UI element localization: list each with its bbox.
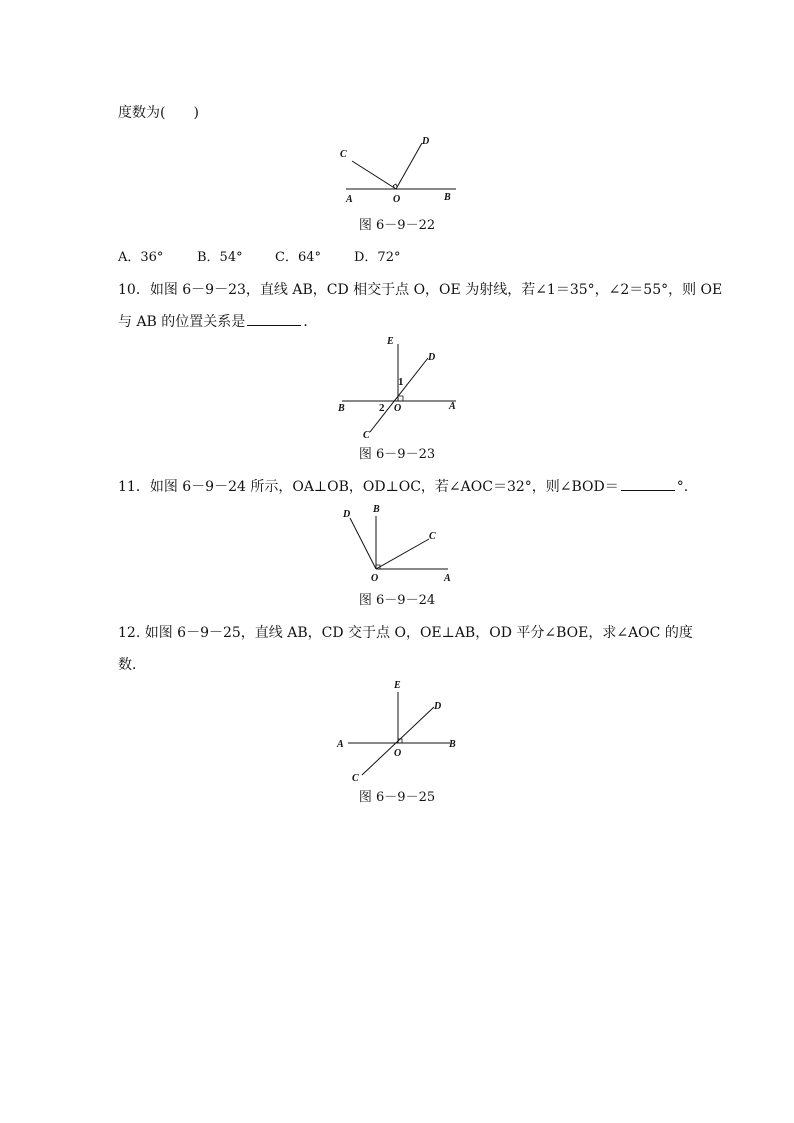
q12-line1: 12. 如图 6－9－25，直线 AB，CD 交于点 O，OE⊥AB，OD 平分∠BOE，求∠AOC 的度 (118, 625, 693, 641)
q11-text: 11．如图 6－9－24 所示，OA⊥OB，OD⊥OC，若∠AOC＝32°，则∠BOD＝ (118, 479, 619, 495)
q11-line (118, 478, 688, 496)
label-A: A (346, 194, 353, 205)
q10-line2-suffix: ． (303, 314, 318, 330)
q9-option-c: C．64° (275, 250, 321, 265)
label-D: D (428, 352, 436, 363)
q10-line1: 10．如图 6－9－23，直线 AB，CD 相交于点 O，OE 为射线，若∠1＝35°，∠2＝55°，则 OE (118, 282, 723, 298)
label-O: O (394, 403, 402, 414)
label-B: B (338, 403, 345, 414)
q11-answer-blank[interactable] (621, 478, 675, 491)
label-B: B (373, 504, 380, 515)
figure-6-9-24 (330, 498, 470, 592)
label-B: B (449, 739, 456, 750)
q12-line2: 数． (118, 657, 146, 673)
figure-6-9-23 (330, 330, 470, 449)
label-B: B (444, 192, 451, 203)
angle-2-label: 2 (379, 402, 385, 414)
angle-1-label: 1 (398, 376, 404, 388)
figure-6-9-25-diagram (330, 676, 470, 786)
caption-6-9-22: 图 6－9－22 (358, 218, 436, 233)
q10-line2 (118, 313, 317, 331)
label-E: E (394, 680, 401, 691)
label-A: A (337, 739, 344, 750)
label-D: D (422, 136, 430, 147)
caption-6-9-23: 图 6－9－23 (358, 447, 436, 462)
figure-6-9-23-diagram (330, 330, 470, 445)
label-C: C (340, 149, 347, 160)
label-C: C (363, 430, 370, 441)
q9-option-d: D．72° (354, 250, 401, 265)
caption-6-9-24: 图 6－9－24 (358, 593, 436, 608)
q10-answer-blank[interactable] (247, 313, 301, 326)
label-O: O (371, 573, 379, 584)
caption-6-9-25: 图 6－9－25 (358, 790, 436, 805)
label-A: A (449, 401, 456, 412)
q9-text-tail: 度数为( ) (118, 105, 199, 121)
q10-line2-prefix: 与 AB 的位置关系是 (118, 314, 246, 330)
label-O: O (394, 748, 402, 759)
label-A: A (444, 573, 451, 584)
label-D: D (343, 509, 351, 520)
label-C: C (352, 773, 359, 784)
figure-6-9-22-diagram (330, 130, 470, 210)
q11-suffix: °. (676, 479, 689, 495)
label-D: D (434, 701, 442, 712)
q9-option-a: A．36° (118, 250, 164, 265)
label-O: O (393, 194, 401, 205)
label-E: E (387, 336, 394, 347)
figure-6-9-24-diagram (330, 498, 470, 588)
figure-6-9-25 (330, 676, 470, 790)
label-C: C (429, 531, 436, 542)
q9-option-b: B．54° (197, 250, 243, 265)
figure-6-9-22 (330, 130, 470, 214)
